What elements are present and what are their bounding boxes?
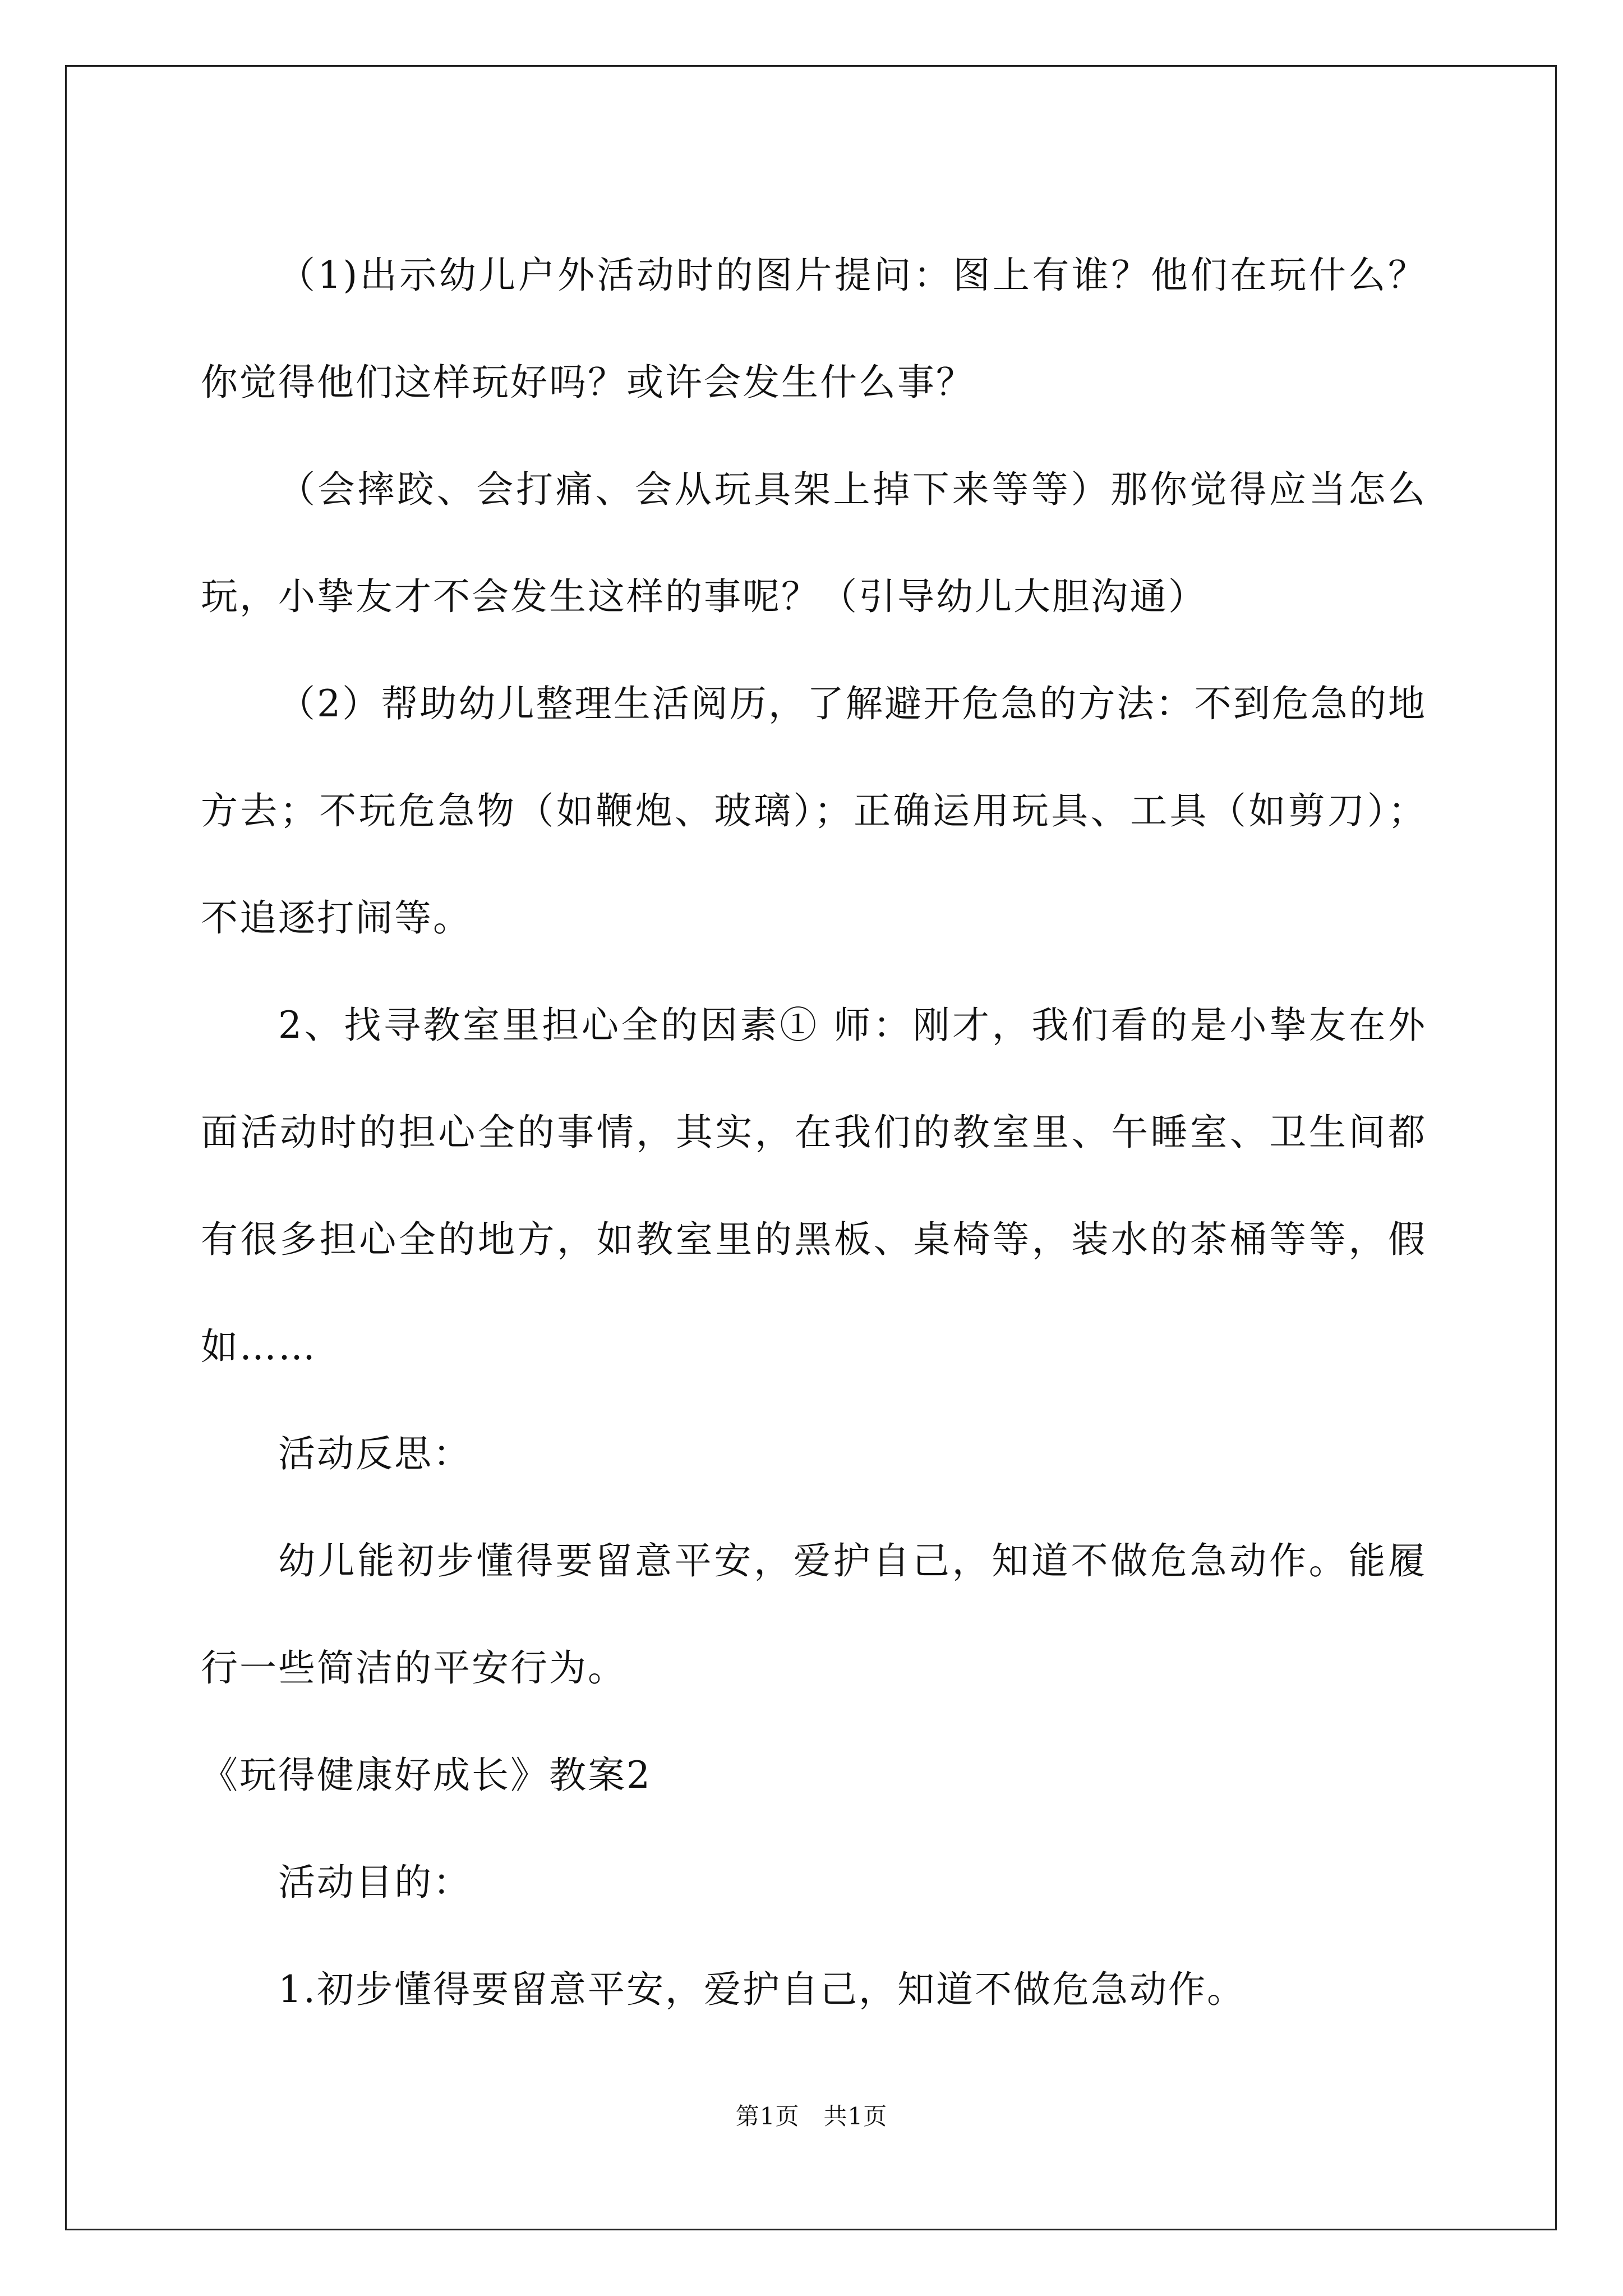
paragraph-7: 活动目的： [278, 1861, 472, 1904]
paragraph-2: （会摔跤、会打痛、会从玩具架上掉下来等等）那你觉得应当怎么玩，小挚友才不会发生这样的事呢？（引导幼儿大胆沟通） [201, 468, 1427, 618]
paragraph-5: 活动反思： [278, 1432, 472, 1475]
paragraph-6: 幼儿能初步懂得要留意平安，爱护自己，知道不做危急动作。能履行一些简洁的平安行为。 [201, 1539, 1427, 1690]
page-footer: 第1页 共1页 [735, 2102, 888, 2130]
paragraph-3: （2）帮助幼儿整理生活阅历，了解避开危急的方法：不到危急的地方去；不玩危急物（如鞭炮、玻璃）；正确运用玩具、工具（如剪刀）；不追逐打闹等。 [201, 682, 1427, 940]
paragraph-4: 2、找寻教室里担心全的因素① 师：刚才，我们看的是小挚友在外面活动时的担心全的事情，其实，在我们的教室里、午睡室、卫生间都有很多担心全的地方，如教室里的黑板、桌椅等，装水的茶桶等等，假如…… [201, 1004, 1427, 1368]
section-heading: 《玩得健康好成长》教案2 [201, 1754, 652, 1797]
document-body [201, 222, 1427, 2043]
paragraph-8: 1.初步懂得要留意平安，爱护自己，知道不做危急动作。 [278, 1968, 1246, 2011]
paragraph-1: （1)出示幼儿户外活动时的图片提问：图上有谁？他们在玩什么？你觉得他们这样玩好吗？或许会发生什么事？ [201, 254, 1427, 404]
